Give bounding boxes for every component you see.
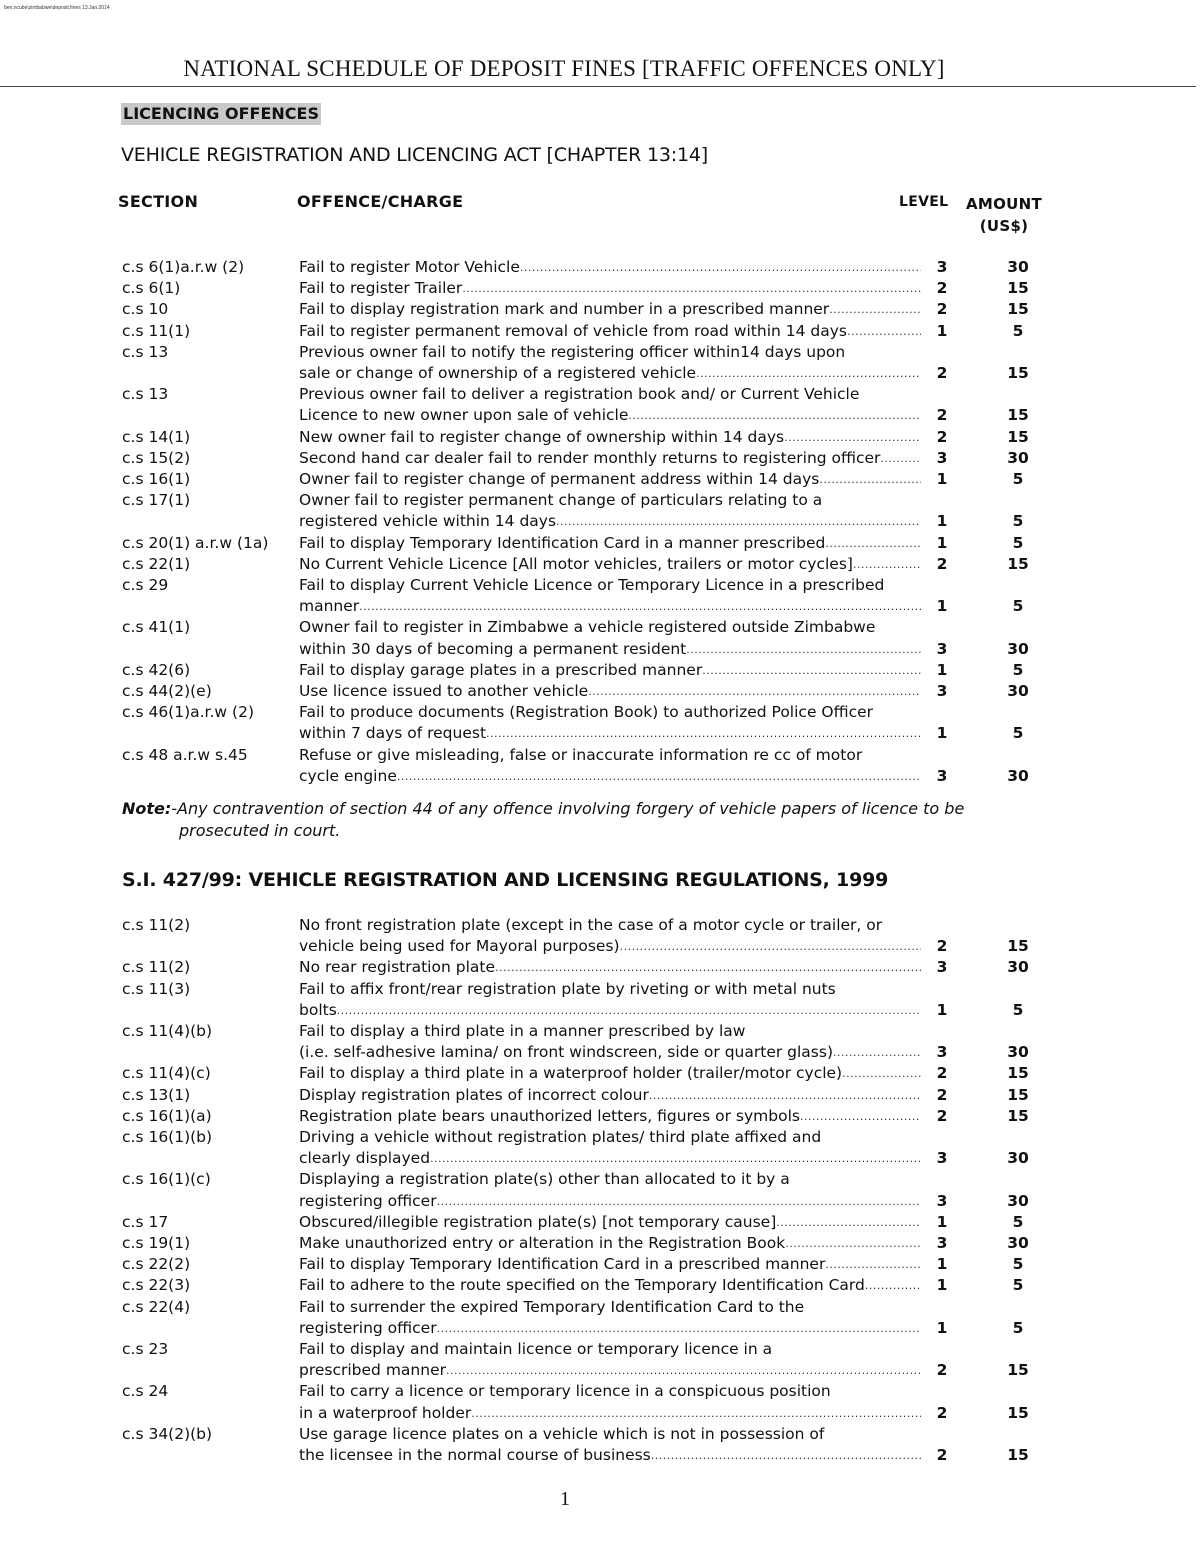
offence-line: Fail to display Temporary Identification Card in a manner prescribed [299,533,826,552]
offence-line: New owner fail to register change of ownership within 14 days [299,427,785,446]
dot-leader [847,321,921,342]
row-amount: 15 [1007,1085,1029,1104]
row-section: c.s 11(2) [122,958,191,977]
row-level: 1 [936,512,948,531]
row-amount: 15 [1007,300,1029,319]
offence-last-line [299,1063,921,1084]
offence-line: No front registration plate (except in the case of a motor cycle or trailer, or [299,916,883,934]
row-level: 1 [936,1318,948,1337]
row-offence [299,1424,921,1466]
row-section: c.s 11(3) [122,979,191,998]
row-amount: 15 [1007,1445,1029,1464]
row-section: c.s 11(4)(c) [122,1064,211,1083]
row-amount: 30 [1007,1043,1029,1062]
offence-last-line [299,1403,921,1424]
dot-leader [842,1063,921,1084]
offence-last-line [299,1106,921,1127]
dot-leader [819,469,921,490]
row-section: c.s 20(1) a.r.w (1a) [122,533,269,552]
row-section: c.s 23 [122,1340,169,1358]
offence-last-line [299,1254,921,1275]
row-level: 2 [936,1085,948,1104]
dot-leader [520,257,921,278]
row-offence [299,321,921,342]
row-level: 2 [936,363,948,382]
offence-line: Fail to display Current Vehicle Licence or Temporary Licence in a prescribed [299,576,885,594]
dot-leader [651,1445,921,1466]
row-offence [299,342,921,384]
dot-leader [397,766,921,787]
dot-leader [437,1318,921,1339]
offence-line: in a waterproof holder [299,1403,472,1422]
offence-line: prescribed manner [299,1361,446,1380]
row-level: 3 [936,639,948,658]
note-text-line1: -Any contravention of section 44 of any offence involving forgery of vehicle papers of licence to be [171,799,965,818]
row-offence [299,384,921,426]
row-amount: 15 [1007,279,1029,298]
row-offence [299,681,921,702]
dot-leader [696,363,921,384]
row-amount: 5 [1012,512,1024,531]
offence-last-line [299,936,921,957]
offence-line: Display registration plates of incorrect colour [299,1085,649,1104]
offence-line: Displaying a registration plate(s) other than allocated to it by a [299,1170,790,1189]
row-level: 1 [936,470,948,488]
row-level: 2 [936,279,948,298]
row-section: c.s 34(2)(b) [122,1424,213,1443]
row-amount: 5 [1012,1212,1024,1231]
row-level: 3 [936,448,948,467]
offence-line: Driving a vehicle without registration plates/ third plate affixed and [299,1128,822,1146]
row-amount: 30 [1007,639,1029,658]
row-offence [299,533,921,554]
row-section: c.s 16(1)(b) [122,1128,213,1146]
row-level: 1 [936,1276,948,1295]
row-offence [299,1381,921,1423]
offence-line: manner [299,597,360,616]
column-header-amount [966,193,1042,237]
section-label: LICENCING OFFENCES [123,104,319,123]
row-amount: 5 [1012,321,1024,340]
offence-line: Licence to new owner upon sale of vehicle [299,406,629,425]
row-level: 2 [936,554,948,573]
row-section: c.s 11(2) [122,916,191,934]
offence-line: Previous owner fail to notify the registering officer within14 days upon [299,342,846,361]
offence-line: cycle engine [299,766,397,785]
offence-line: within 7 days of request [299,724,487,743]
offence-line: Fail to surrender the expired Temporary Identification Card to the [299,1297,805,1316]
row-offence [299,957,921,978]
row-amount: 15 [1007,427,1029,446]
dot-leader [649,1085,921,1106]
row-offence [299,1063,921,1084]
offence-last-line [299,511,921,532]
row-level: 1 [936,597,948,616]
dot-leader [785,1233,921,1254]
offence-line: No rear registration plate [299,958,495,977]
row-offence [299,427,921,448]
row-section: c.s 13(1) [122,1085,191,1104]
row-level: 2 [936,300,948,319]
row-amount: 30 [1007,258,1029,276]
offence-line: registering officer [299,1191,437,1210]
offence-last-line [299,957,921,978]
row-offence [299,1275,921,1296]
row-section: c.s 42(6) [122,660,191,679]
row-section: c.s 19(1) [122,1234,191,1252]
row-level: 2 [936,1445,948,1464]
offence-line: Obscured/illegible registration plate(s) [not temporary cause] [299,1212,777,1231]
row-offence [299,257,921,278]
row-offence [299,299,921,320]
row-amount: 30 [1007,958,1029,977]
row-amount: 5 [1012,1276,1024,1295]
row-section: c.s 15(2) [122,448,191,467]
column-header-amount-unit: (US$) [979,217,1029,235]
row-section: c.s 22(3) [122,1276,191,1295]
note-label: Note: [122,799,172,818]
row-level: 3 [936,682,948,700]
offence-last-line [299,1085,921,1106]
row-offence [299,1127,921,1169]
row-section: c.s 11(1) [122,321,191,340]
row-amount: 15 [1007,554,1029,573]
row-amount: 5 [1012,1318,1024,1337]
offence-last-line [299,299,921,320]
row-offence [299,1106,921,1127]
offence-last-line [299,1233,921,1254]
document-header-meta: ben.ncube\zimbabwe\deposit.fines 13.Jan.2014 [4,5,110,11]
offence-line: Fail to display a third plate in a waterproof holder (trailer/motor cycle) [299,1064,843,1083]
dot-leader [628,405,921,426]
offence-line: Use licence issued to another vehicle [299,682,589,700]
row-offence [299,1339,921,1381]
row-offence [299,448,921,469]
offence-last-line [299,533,921,554]
note [122,798,964,842]
offence-line: Fail to register Trailer [299,279,463,298]
dot-leader [486,723,921,744]
row-offence [299,1233,921,1254]
dot-leader [495,957,921,978]
row-amount: 5 [1012,724,1024,743]
offence-last-line [299,1148,921,1169]
row-level: 1 [936,1255,948,1274]
offence-line: Fail to register Motor Vehicle [299,258,520,276]
row-section: c.s 48 a.r.w s.45 [122,745,248,764]
offence-line: Fail to carry a licence or temporary licence in a conspicuous position [299,1382,831,1401]
offence-last-line [299,681,921,702]
row-amount: 30 [1007,1191,1029,1210]
row-offence [299,1254,921,1275]
offence-line: registering officer [299,1318,437,1337]
row-level: 2 [936,1403,948,1422]
dot-leader [337,1000,921,1021]
offence-last-line [299,1212,921,1233]
row-amount: 5 [1012,1255,1024,1274]
row-level: 2 [936,406,948,425]
row-offence [299,979,921,1021]
row-section: c.s 16(1)(c) [122,1170,211,1189]
row-amount: 15 [1007,1403,1029,1422]
row-amount: 5 [1012,533,1024,552]
row-level: 2 [936,427,948,446]
row-amount: 5 [1012,470,1024,488]
offence-line: Previous owner fail to deliver a registration book and/ or Current Vehicle [299,385,860,404]
offence-line: clearly displayed [299,1149,431,1168]
row-amount: 30 [1007,682,1029,700]
dot-leader [825,1254,921,1275]
row-amount: 30 [1007,1149,1029,1168]
offence-line: Fail to display and maintain licence or temporary licence in a [299,1340,773,1358]
offence-line: bolts [299,1000,337,1019]
row-section: c.s 14(1) [122,427,191,446]
offence-line: (i.e. self-adhesive lamina/ on front windscreen, side or quarter glass) [299,1043,834,1062]
row-section: c.s 16(1) [122,470,191,488]
row-section: c.s 22(4) [122,1297,191,1316]
offence-last-line [299,1191,921,1212]
offence-last-line [299,363,921,384]
offence-last-line [299,660,921,681]
row-amount: 15 [1007,1064,1029,1083]
dot-leader [702,660,921,681]
offence-line: Fail to display a third plate in a manner prescribed by law [299,1022,746,1040]
row-amount: 5 [1012,1000,1024,1019]
act-title: VEHICLE REGISTRATION AND LICENCING ACT [CHAPTER 13:14] [121,144,708,166]
dot-leader [825,533,921,554]
offence-last-line [299,1445,921,1466]
row-offence [299,1297,921,1339]
row-level: 1 [936,321,948,340]
offence-line: No Current Vehicle Licence [All motor vehicles, trailers or motor cycles] [299,554,853,573]
offence-line: Fail to produce documents (Registration Book) to authorized Police Officer [299,703,874,722]
row-level: 3 [936,766,948,785]
row-level: 2 [936,937,948,956]
row-level: 3 [936,258,948,276]
row-level: 1 [936,1000,948,1019]
row-section: c.s 13 [122,385,169,404]
row-offence [299,617,921,659]
row-offence [299,745,921,787]
dot-leader [686,639,921,660]
row-offence [299,278,921,299]
row-amount: 15 [1007,1361,1029,1380]
note-text-line2: prosecuted in court. [179,821,341,840]
row-section: c.s 22(1) [122,554,191,573]
row-section: c.s 22(2) [122,1255,191,1274]
dot-leader [865,1275,921,1296]
row-level: 1 [936,533,948,552]
offence-last-line [299,469,921,490]
row-amount: 5 [1012,597,1024,616]
offence-line: Second hand car dealer fail to render monthly returns to registering officer [299,448,881,467]
dot-leader [446,1360,921,1381]
row-section: c.s 24 [122,1382,169,1401]
offence-line: Make unauthorized entry or alteration in the Registration Book [299,1234,786,1252]
column-header-section: SECTION [118,192,199,211]
row-amount: 30 [1007,766,1029,785]
offence-last-line [299,1360,921,1381]
offence-last-line [299,1000,921,1021]
row-section: c.s 10 [122,300,169,319]
page-title: NATIONAL SCHEDULE OF DEPOSIT FINES [TRAFFIC OFFENCES ONLY] [183,56,945,81]
offence-line: the licensee in the normal course of business [299,1445,651,1464]
row-amount: 30 [1007,448,1029,467]
offence-line: Fail to display registration mark and number in a prescribed manner [299,300,830,319]
row-offence [299,1085,921,1106]
dot-leader [462,278,921,299]
offence-last-line [299,405,921,426]
row-section: c.s 16(1)(a) [122,1106,212,1125]
dot-leader [359,596,921,617]
row-amount: 15 [1007,1106,1029,1125]
dot-leader [833,1042,921,1063]
row-level: 3 [936,1234,948,1252]
offence-line: Fail to affix front/rear registration plate by riveting or with metal nuts [299,979,836,998]
offence-line: Owner fail to register permanent change of particulars relating to a [299,491,823,510]
title-divider [0,86,1196,87]
offence-last-line [299,1042,921,1063]
offence-last-line [299,321,921,342]
row-level: 3 [936,1191,948,1210]
row-level: 1 [936,724,948,743]
offence-line: registered vehicle within 14 days [299,512,557,531]
offence-line: Fail to register permanent removal of vehicle from road within 14 days [299,321,847,340]
row-section: c.s 46(1)a.r.w (2) [122,703,254,722]
row-section: c.s 17(1) [122,491,191,510]
dot-leader [829,299,921,320]
row-offence [299,575,921,617]
offence-last-line [299,766,921,787]
dot-leader [880,448,921,469]
row-level: 1 [936,660,948,679]
dot-leader [784,427,921,448]
dot-leader [776,1212,921,1233]
offence-line: sale or change of ownership of a registered vehicle [299,363,697,382]
dot-leader [588,681,921,702]
offence-line: Registration plate bears unauthorized letters, figures or symbols [299,1106,800,1125]
row-offence [299,915,921,957]
regulations-title: S.I. 427/99: VEHICLE REGISTRATION AND LICENSING REGULATIONS, 1999 [122,869,889,891]
dot-leader [430,1148,921,1169]
offence-line: Owner fail to register change of permanent address within 14 days [299,470,820,488]
row-section: c.s 13 [122,342,169,361]
row-level: 3 [936,1149,948,1168]
offence-line: Use garage licence plates on a vehicle which is not in possession of [299,1424,825,1443]
offence-last-line [299,723,921,744]
row-amount: 15 [1007,937,1029,956]
offence-last-line [299,427,921,448]
dot-leader [437,1191,921,1212]
offence-line: Refuse or give misleading, false or inaccurate information re cc of motor [299,745,863,764]
dot-leader [620,936,921,957]
offence-line: vehicle being used for Mayoral purposes) [299,937,620,956]
row-section: c.s 6(1) [122,279,181,298]
offence-line: Fail to display Temporary Identification Card in a prescribed manner [299,1255,826,1274]
column-header-amount-label: AMOUNT [966,195,1043,213]
row-amount: 15 [1007,406,1029,425]
offence-last-line [299,554,921,575]
offence-last-line [299,639,921,660]
row-level: 3 [936,1043,948,1062]
row-level: 1 [936,1212,948,1231]
dot-leader [800,1106,921,1127]
column-header-level: LEVEL [899,194,949,210]
offence-line: within 30 days of becoming a permanent resident [299,639,687,658]
row-amount: 30 [1007,1234,1029,1252]
row-section: c.s 44(2)(e) [122,682,212,700]
dot-leader [853,554,921,575]
row-level: 2 [936,1361,948,1380]
row-amount: 5 [1012,660,1024,679]
row-section: c.s 17 [122,1212,169,1231]
row-offence [299,702,921,744]
row-offence [299,469,921,490]
row-offence [299,490,921,532]
row-section: c.s 41(1) [122,618,191,637]
row-level: 2 [936,1064,948,1083]
row-offence [299,660,921,681]
offence-line: Fail to display garage plates in a prescribed manner [299,660,703,679]
column-header-offence: OFFENCE/CHARGE [297,192,464,211]
row-offence [299,1021,921,1063]
row-offence [299,554,921,575]
offence-last-line [299,1275,921,1296]
offence-line: Owner fail to register in Zimbabwe a vehicle registered outside Zimbabwe [299,618,876,637]
offence-last-line [299,1318,921,1339]
dot-leader [556,511,921,532]
offence-last-line [299,257,921,278]
offence-last-line [299,596,921,617]
page-number: 1 [560,1488,570,1510]
offence-last-line [299,278,921,299]
row-offence [299,1212,921,1233]
row-section: c.s 29 [122,576,169,594]
row-offence [299,1169,921,1211]
offence-last-line [299,448,921,469]
dot-leader [471,1403,921,1424]
row-section: c.s 11(4)(b) [122,1022,213,1040]
row-section: c.s 6(1)a.r.w (2) [122,258,245,276]
row-level: 2 [936,1106,948,1125]
row-level: 3 [936,958,948,977]
row-amount: 15 [1007,363,1029,382]
offence-line: Fail to adhere to the route specified on the Temporary Identification Card [299,1276,865,1295]
